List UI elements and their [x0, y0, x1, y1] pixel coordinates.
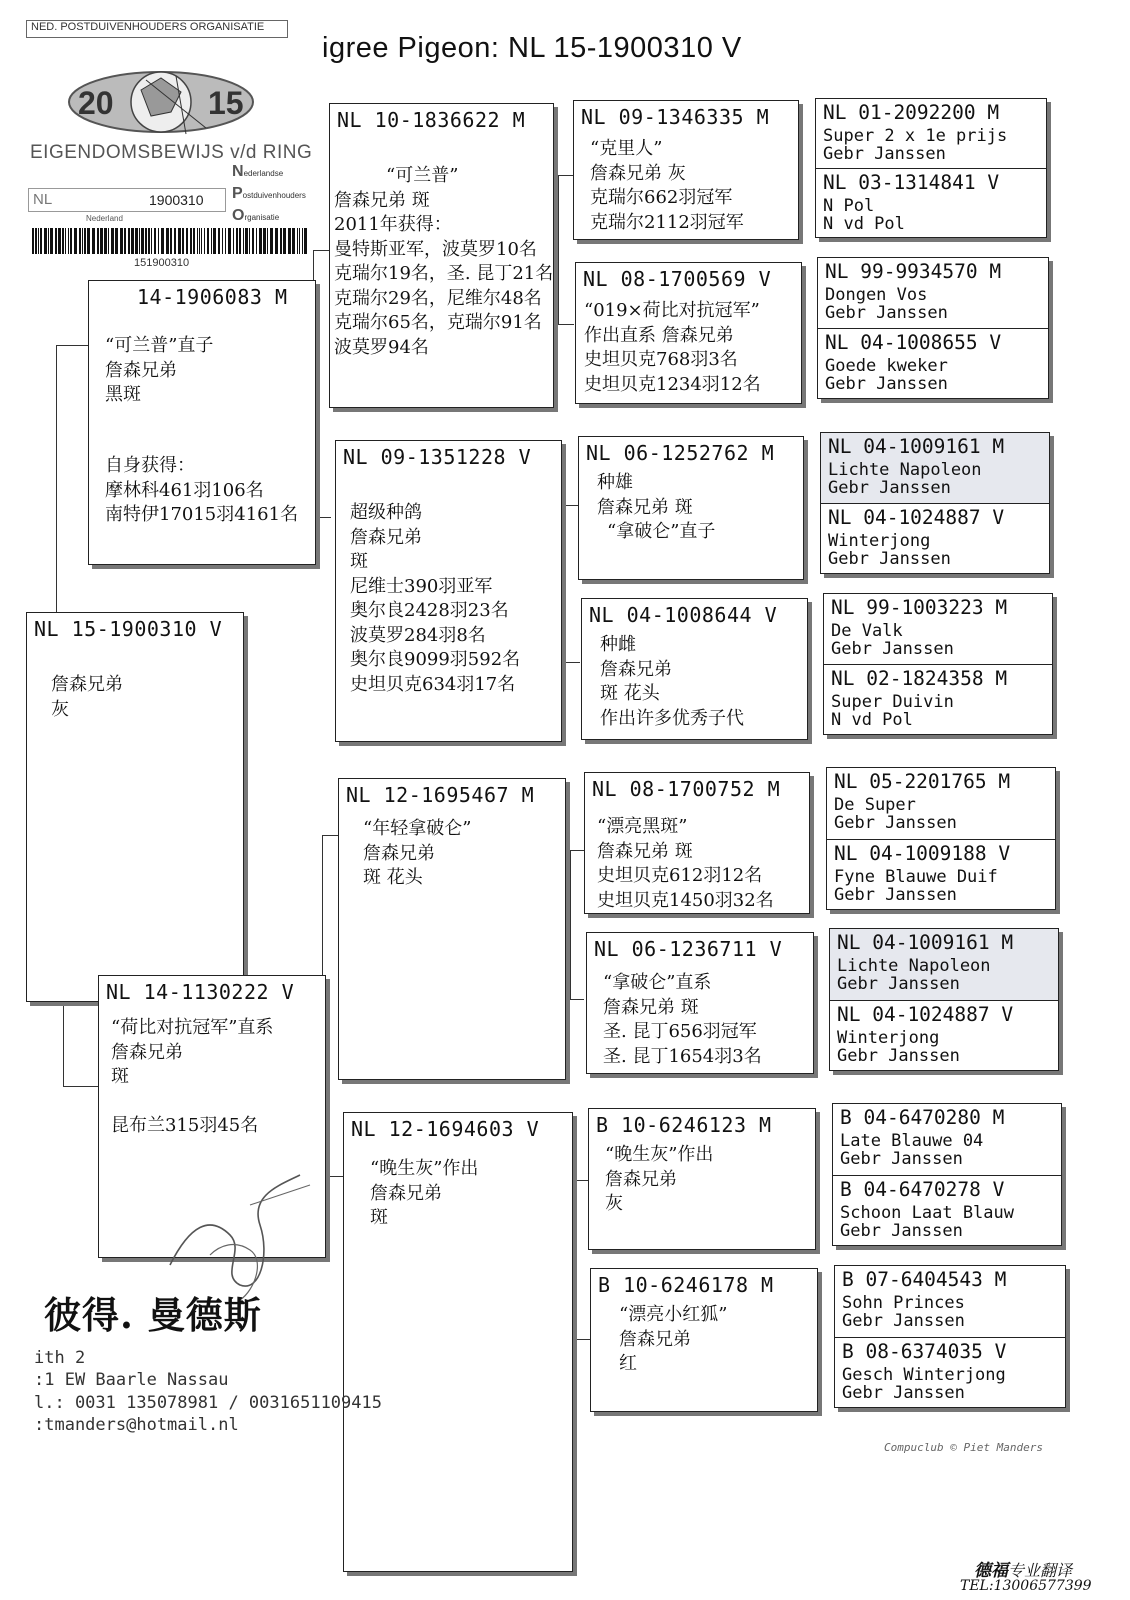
- gen3-line: 史坦贝克768羽3名: [584, 349, 738, 370]
- barcode-bar: [225, 228, 226, 254]
- gen3-id: NL 08-1700752 M: [592, 777, 781, 801]
- barcode-bar: [139, 228, 140, 254]
- barcode-bar: [32, 228, 34, 254]
- gen4-breeder: Gebr Janssen: [834, 884, 957, 905]
- gen4-name: Schoon Laat Blauw: [840, 1202, 1014, 1223]
- gen3-line: 克瑞尔2112羽冠军: [590, 211, 744, 233]
- gen3-line: 克瑞尔662羽冠军: [590, 187, 733, 208]
- signature: [150, 1165, 320, 1305]
- gen3-line: 詹森兄弟: [605, 1168, 677, 1190]
- gen4-id: NL 04-1009161 M: [837, 931, 1014, 954]
- gen3-line: 灰: [605, 1193, 623, 1214]
- sire-line: 詹森兄弟: [105, 359, 177, 381]
- gen3-box: [590, 1268, 818, 1412]
- barcode-bar: [283, 228, 286, 254]
- dam-id: NL 14-1130222 V: [106, 980, 295, 1004]
- gen2-id: NL 12-1694603 V: [351, 1117, 540, 1141]
- npo-line-3: rganisatie: [244, 213, 280, 222]
- barcode-bar: [79, 228, 81, 254]
- gen4-bottom-entry: [824, 664, 1052, 734]
- barcode-bar: [228, 228, 231, 254]
- gen3-box: [573, 100, 799, 240]
- gen3-box: [575, 262, 802, 404]
- barcode-bar: [270, 228, 273, 254]
- gen4-name: Lichte Napoleon: [837, 956, 991, 976]
- gen4-top-entry: [833, 1104, 1061, 1175]
- gen2-box: [335, 440, 562, 742]
- gen2-id: NL 10-1836622 M: [337, 108, 526, 132]
- barcode-bar: [131, 228, 134, 254]
- gen4-id: NL 99-1003223 M: [831, 596, 1008, 619]
- gen2-line: 2011年获得：: [334, 214, 452, 235]
- gen3-line: 作出许多优秀子代: [600, 707, 744, 729]
- gen3-line: “漂亮黑斑”: [597, 816, 688, 837]
- gen4-id: B 07-6404543 M: [842, 1268, 1007, 1291]
- gen4-bottom-entry: [818, 328, 1048, 398]
- connector-g2a: [558, 175, 574, 325]
- connector-g2c: [570, 850, 584, 1000]
- gen2-box: [338, 778, 566, 1080]
- ring-year-right: 15: [208, 85, 244, 121]
- barcode-bar: [82, 228, 83, 254]
- gen3-line: “漂亮小红狐”: [619, 1304, 728, 1325]
- gen4-breeder: Gebr Janssen: [837, 1045, 960, 1066]
- gen2-line: “年轻拿破仑”: [363, 818, 472, 839]
- barcode-bar: [108, 228, 109, 254]
- barcode-bar: [124, 228, 126, 254]
- barcode-bar: [245, 228, 248, 254]
- barcode-bar: [199, 228, 200, 254]
- gen4-bottom-entry: [830, 1000, 1058, 1071]
- barcode-bar: [267, 228, 268, 254]
- barcode-bar: [68, 228, 69, 254]
- barcode-bar: [252, 228, 254, 254]
- barcode-bar: [35, 228, 37, 254]
- barcode-bar: [44, 228, 47, 254]
- gen4-name: Super Duivin: [831, 692, 954, 712]
- translator-tel: TEL:13006577399: [960, 1578, 1092, 1594]
- barcode-bar: [55, 228, 57, 254]
- barcode-bar: [166, 228, 169, 254]
- gen2-line: 史坦贝克634羽17名: [350, 673, 516, 695]
- gen2-line: 超级种鸽: [350, 502, 422, 523]
- barcode-bar: [243, 228, 244, 254]
- gen3-id: NL 08-1700569 V: [583, 267, 772, 291]
- gen4-name: Sohn Princes: [842, 1293, 965, 1313]
- gen4-box: [817, 257, 1049, 399]
- gen4-breeder: Gebr Janssen: [828, 478, 951, 498]
- barcode-bar: [280, 228, 282, 254]
- subject-box: [26, 612, 244, 1002]
- gen4-breeder: Gebr Janssen: [834, 813, 957, 833]
- gen3-line: 詹森兄弟 斑: [597, 496, 693, 518]
- page-title: igree Pigeon: NL 15-1900310 V: [322, 32, 742, 64]
- barcode-bar: [158, 228, 159, 254]
- barcode-bar: [292, 228, 295, 254]
- gen4-id: B 04-6470280 M: [840, 1106, 1005, 1129]
- gen3-line: 詹森兄弟 斑: [603, 996, 699, 1018]
- barcode-bar: [128, 228, 130, 254]
- sire-line: “可兰普”直子: [105, 335, 214, 356]
- gen2-line: 克瑞尔65名，克瑞尔91名: [334, 312, 542, 333]
- gen4-name: Late Blauwe 04: [840, 1131, 984, 1151]
- gen4-name: Lichte Napoleon: [828, 460, 982, 480]
- barcode-bar: [50, 228, 53, 254]
- barcode-bar: [151, 228, 152, 254]
- gen3-line: 作出直系 詹森兄弟: [584, 324, 734, 346]
- gen3-line: 詹森兄弟 灰: [590, 162, 686, 184]
- gen4-box: [815, 98, 1047, 238]
- gen3-line: 詹森兄弟: [600, 658, 672, 680]
- gen4-top-entry: [821, 433, 1049, 503]
- gen4-breeder: Gebr Janssen: [840, 1149, 963, 1169]
- ring-owner-title: EIGENDOMSBEWIJS v/d RING: [30, 142, 313, 163]
- barcode-bar: [233, 228, 234, 254]
- npo-letter-p: P: [232, 185, 243, 202]
- gen3-id: B 10-6246123 M: [596, 1113, 772, 1137]
- owner-phone: l.: 0031 135078981 / 0031651109415: [34, 1393, 382, 1413]
- gen3-line: 种雌: [600, 634, 636, 655]
- barcode-bar: [84, 228, 86, 254]
- gen4-top-entry: [818, 258, 1048, 328]
- sire-box: [88, 280, 316, 565]
- barcode-bar: [40, 228, 42, 254]
- barcode-bar: [141, 228, 144, 254]
- barcode-bar: [38, 228, 39, 254]
- gen4-breeder: Gebr Janssen: [842, 1382, 965, 1403]
- gen2-line: 波莫罗284羽8名: [350, 624, 486, 646]
- gen2-line: “可兰普”: [386, 165, 459, 186]
- gen3-line: “拿破仑”直系: [603, 972, 712, 993]
- translator-name: 德福: [974, 1561, 1008, 1581]
- gen2-line: 曼特斯亚军，波莫罗10名: [334, 238, 537, 260]
- gen3-line: 詹森兄弟: [619, 1328, 691, 1350]
- gen4-breeder: Gebr Janssen: [825, 303, 948, 323]
- gen4-id: NL 05-2201765 M: [834, 770, 1011, 793]
- gen3-id: B 10-6246178 M: [598, 1273, 774, 1297]
- barcode-bar: [190, 228, 192, 254]
- barcode-bar: [197, 228, 198, 254]
- owner-name: 彼得. 曼德斯: [44, 1293, 262, 1337]
- gen4-breeder: Gebr Janssen: [842, 1311, 965, 1331]
- barcode-bar: [275, 228, 278, 254]
- gen4-breeder: Gebr Janssen: [831, 639, 954, 659]
- gen2-line: 斑: [350, 551, 368, 572]
- gen4-box: [823, 593, 1053, 735]
- gen4-breeder: N vd Pol: [831, 710, 913, 730]
- barcode-bar: [70, 228, 72, 254]
- barcode-bar: [182, 228, 184, 254]
- gen4-bottom-entry: [835, 1337, 1065, 1408]
- gen3-id: NL 09-1346335 M: [581, 105, 770, 129]
- gen4-breeder: Gebr Janssen: [840, 1220, 963, 1241]
- gen2-line: 波莫罗94名: [334, 336, 429, 358]
- gen4-name: Goede kweker: [825, 356, 948, 376]
- gen4-breeder: Gebr Janssen: [828, 549, 951, 569]
- gen4-id: NL 02-1824358 M: [831, 667, 1008, 690]
- barcode-bar: [65, 228, 66, 254]
- barcode-bar: [249, 228, 250, 254]
- gen2-line: 奥尔良9099羽592名: [350, 649, 521, 670]
- gen4-name: Gesch Winterjong: [842, 1364, 1006, 1385]
- owner-email: :tmanders@hotmail.nl: [34, 1415, 239, 1435]
- dam-line: “荷比对抗冠军”直系: [111, 1017, 274, 1038]
- barcode-bar: [48, 228, 49, 254]
- connector-sire: [56, 345, 90, 613]
- gen4-name: N Pol: [823, 196, 875, 216]
- gen4-id: NL 04-1009188 V: [834, 841, 1011, 865]
- gen3-id: NL 06-1252762 M: [586, 441, 775, 465]
- gen4-top-entry: [816, 99, 1046, 168]
- ring-country: NL: [33, 191, 53, 208]
- gen4-id: NL 04-1009161 M: [828, 435, 1005, 458]
- gen4-bottom-entry: [833, 1175, 1061, 1246]
- gen2-line: 斑: [370, 1207, 388, 1228]
- gen2-line: 奥尔良2428羽23名: [350, 600, 509, 621]
- barcode-bar: [222, 228, 223, 254]
- barcode-bar: [97, 228, 99, 254]
- barcode-bar: [302, 228, 303, 254]
- barcode-bar: [120, 228, 123, 254]
- ring-year-left: 20: [78, 85, 114, 121]
- gen4-id: B 08-6374035 V: [842, 1339, 1007, 1363]
- gen2-box: [329, 103, 554, 408]
- barcode-bar: [154, 228, 156, 254]
- npo-line-1: ederlandse: [243, 169, 284, 178]
- barcode-bar: [115, 228, 118, 254]
- ring-country-name: Nederland: [86, 214, 123, 223]
- barcode-bar: [74, 228, 77, 254]
- barcode-bar: [201, 228, 202, 254]
- gen2-line: 詹森兄弟: [370, 1182, 442, 1204]
- gen4-id: NL 04-1008655 V: [825, 331, 1002, 354]
- gen2-line: 詹森兄弟: [363, 842, 435, 864]
- barcode-bar: [148, 228, 150, 254]
- sire-line: 摩林科461羽106名: [105, 479, 264, 501]
- gen4-top-entry: [827, 768, 1055, 839]
- gen2-line: 斑 花头: [363, 867, 423, 888]
- dam-line: 斑: [111, 1066, 129, 1087]
- gen4-box: [829, 928, 1059, 1071]
- barcode-bar: [213, 228, 216, 254]
- barcode-bar: [259, 228, 262, 254]
- gen4-id: NL 04-1024887 V: [828, 506, 1005, 529]
- npo-logo-text: [232, 162, 306, 228]
- barcode-bar: [161, 228, 164, 254]
- gen4-bottom-entry: [827, 839, 1055, 910]
- ring-card-banner: NED. POSTDUIVENHOUDERS ORGANISATIE: [26, 20, 288, 38]
- gen2-line: 尼维士390羽亚军: [350, 575, 493, 597]
- gen4-bottom-entry: [821, 503, 1049, 573]
- barcode-bar: [263, 228, 266, 254]
- gen3-box: [588, 1108, 816, 1250]
- barcode-bar: [135, 228, 138, 254]
- gen4-breeder: Gebr Janssen: [823, 144, 946, 164]
- gen3-box: [578, 436, 804, 580]
- gen4-box: [826, 767, 1056, 910]
- subject-line: 詹森兄弟: [51, 674, 123, 695]
- dam-line: 詹森兄弟: [111, 1041, 183, 1063]
- gen2-box: [343, 1112, 573, 1572]
- gen3-line: “019×荷比对抗冠军”: [584, 300, 760, 321]
- gen3-line: “克里人”: [590, 138, 663, 159]
- gen4-name: Winterjong: [837, 1027, 940, 1048]
- barcode-bar: [87, 228, 90, 254]
- gen4-top-entry: [824, 594, 1052, 664]
- gen4-name: Fyne Blauwe Duif: [834, 866, 998, 887]
- barcode-bar: [211, 228, 212, 254]
- subject-id: NL 15-1900310 V: [34, 617, 223, 641]
- sire-id: 14-1906083 M: [137, 285, 288, 309]
- ring-number: 1900310: [149, 192, 204, 208]
- ring-year-badge: [66, 68, 256, 136]
- barcode-number: 151900310: [134, 257, 190, 269]
- barcode-bar: [174, 228, 176, 254]
- gen2-line: 詹森兄弟 斑: [334, 189, 430, 211]
- barcode-bar: [170, 228, 172, 254]
- gen3-line: 红: [619, 1353, 637, 1374]
- gen3-id: NL 06-1236711 V: [594, 937, 783, 961]
- sire-line: 黑斑: [105, 384, 141, 405]
- gen4-box: [834, 1265, 1066, 1408]
- barcode-bar: [58, 228, 61, 254]
- gen2-line: “晚生灰”作出: [370, 1158, 479, 1179]
- gen2-id: NL 09-1351228 V: [343, 445, 532, 469]
- ring-number-row: [28, 188, 226, 212]
- barcode-bar: [100, 228, 103, 254]
- barcode-bar: [111, 228, 114, 254]
- gen4-box: [832, 1103, 1062, 1246]
- gen4-id: NL 03-1314841 V: [823, 171, 1000, 194]
- gen3-box: [586, 932, 814, 1074]
- gen3-line: 史坦贝克1234羽12名: [584, 373, 761, 395]
- sire-line: 自身获得：: [105, 455, 195, 476]
- npo-line-2: ostduivenhouders: [242, 191, 306, 200]
- barcode: [32, 228, 312, 254]
- gen2-line: 克瑞尔19名，圣. 昆丁21名: [334, 263, 554, 284]
- gen3-line: “拿破仑”直子: [607, 521, 716, 542]
- barcode-bar: [239, 228, 241, 254]
- gen4-bottom-entry: [816, 168, 1046, 237]
- barcode-bar: [193, 228, 195, 254]
- gen4-top-entry: [835, 1266, 1065, 1337]
- gen4-name: Dongen Vos: [825, 285, 928, 305]
- barcode-bar: [92, 228, 95, 254]
- gen3-line: 圣. 昆丁656羽冠军: [603, 1021, 757, 1042]
- gen4-breeder: N vd Pol: [823, 214, 905, 234]
- barcode-bar: [218, 228, 220, 254]
- owner-address-1: ith 2: [34, 1348, 86, 1368]
- gen4-id: NL 01-2092200 M: [823, 101, 1000, 124]
- gen4-name: De Valk: [831, 621, 903, 641]
- barcode-bar: [204, 228, 205, 254]
- barcode-bar: [62, 228, 64, 254]
- gen4-name: Super 2 x 1e prijs: [823, 126, 1008, 146]
- ring-ownership-card: [26, 20, 313, 270]
- barcode-bar: [299, 228, 300, 254]
- gen3-line: “晚生灰”作出: [605, 1144, 714, 1165]
- gen3-id: NL 04-1008644 V: [589, 603, 778, 627]
- barcode-bar: [178, 228, 181, 254]
- compuclub-footer: Compuclub © Piet Manders: [884, 1441, 1043, 1454]
- translator-title: 专业翻译: [1008, 1561, 1073, 1580]
- sire-line: 南特伊17015羽4161名: [105, 504, 299, 525]
- gen2-line: 詹森兄弟: [350, 526, 422, 548]
- gen3-line: 圣. 昆丁1654羽3名: [603, 1045, 762, 1067]
- gen2-line: 克瑞尔29名，尼维尔48名: [334, 287, 542, 309]
- barcode-bar: [186, 228, 188, 254]
- barcode-bar: [297, 228, 298, 254]
- gen3-box: [584, 772, 810, 914]
- gen4-breeder: Gebr Janssen: [837, 974, 960, 994]
- barcode-bar: [145, 228, 147, 254]
- gen4-box: [820, 432, 1050, 574]
- npo-letter-n: N: [232, 163, 244, 180]
- barcode-bar: [304, 228, 307, 254]
- npo-letter-o: O: [232, 207, 245, 224]
- gen3-box: [581, 598, 808, 740]
- gen4-breeder: Gebr Janssen: [825, 374, 948, 394]
- gen3-line: 史坦贝克612羽12名: [597, 865, 763, 886]
- gen4-id: NL 99-9934570 M: [825, 260, 1002, 283]
- owner-address-2: :1 EW Baarle Nassau: [34, 1370, 229, 1390]
- gen4-id: B 04-6470278 V: [840, 1177, 1005, 1201]
- gen4-name: De Super: [834, 795, 916, 815]
- barcode-bar: [288, 228, 291, 254]
- gen3-line: 斑 花头: [600, 683, 660, 704]
- subject-line: 灰: [51, 698, 69, 720]
- gen3-line: 种雄: [597, 472, 633, 493]
- barcode-bar: [207, 228, 209, 254]
- gen3-line: 史坦贝克1450羽32名: [597, 889, 774, 911]
- gen2-id: NL 12-1695467 M: [346, 783, 535, 807]
- barcode-bar: [104, 228, 107, 254]
- barcode-bar: [236, 228, 238, 254]
- gen3-line: 詹森兄弟 斑: [597, 840, 693, 862]
- dam-line: 昆布兰315羽45名: [111, 1115, 259, 1136]
- gen4-top-entry: [830, 929, 1058, 1000]
- gen4-name: Winterjong: [828, 531, 931, 551]
- barcode-bar: [256, 228, 257, 254]
- gen4-id: NL 04-1024887 V: [837, 1002, 1014, 1026]
